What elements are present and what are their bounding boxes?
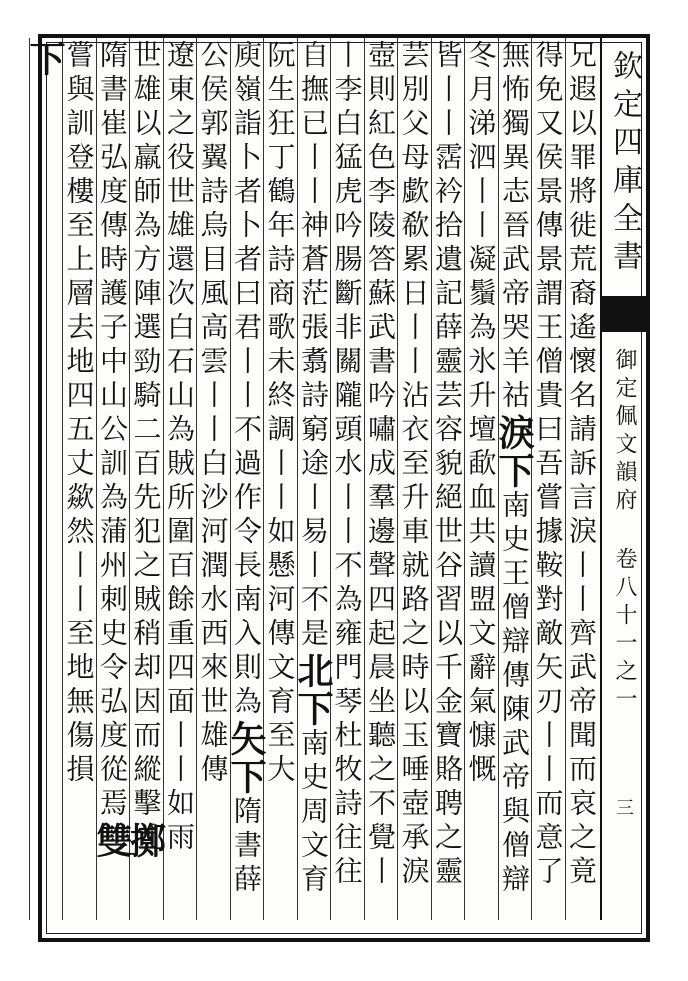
section-title: 御定佩文韻府 卷八十一之一 [612, 348, 637, 715]
column-rule [464, 38, 465, 920]
column-text: 得免又侯景傳景謂王僧貴曰吾嘗據鞍對敵矢刃丨丨而意了 [531, 40, 565, 890]
margin-strip [600, 38, 646, 920]
text-column [464, 40, 498, 920]
column-text: 遼東之役世雄還次白石山為賊所圍百餘重四面丨丨如雨 [163, 40, 196, 856]
text-column [124, 40, 167, 920]
text-column [263, 40, 297, 920]
column-text: 芸別父母歔欷累日丨丨沾衣至升車就路之時以玉唾壺承淚 [397, 40, 431, 890]
column-rule [397, 38, 398, 920]
text-column [24, 40, 66, 920]
column-text: 世雄傳 [196, 686, 230, 788]
text-column [196, 40, 230, 920]
text-column [431, 40, 465, 920]
text-column [397, 40, 431, 920]
column-text: 無怖獨異志晉武帝哭羊祜 [498, 40, 531, 414]
column-text: 皆丨丨霑衿拾遺記薛靈芸容貌絕世谷習以千金寶賂聘之靈 [431, 40, 464, 890]
text-column [163, 40, 197, 920]
column-text: 隋書薛 [230, 796, 263, 898]
book-title: 欽定四庫全書 [607, 50, 642, 278]
column-text: 嘗與訓登樓至上層去地四五丈歘然丨丨至地無傷損 [62, 40, 96, 788]
text-column [62, 40, 96, 920]
column-text: 傳文育至大 [263, 618, 297, 788]
column-text: 壺則紅色李陵答蘇武書吟嘯成羣邊聲四起晨坐聽之不覺丨 [364, 40, 397, 890]
column-rule [330, 38, 331, 920]
column-rule [196, 38, 197, 920]
column-rule [62, 38, 63, 920]
column-rule [230, 38, 231, 920]
column-rule [565, 38, 566, 920]
headword: 雙 [91, 822, 133, 860]
headword: 擲 [124, 822, 167, 860]
text-column [531, 40, 565, 920]
column-rule [29, 38, 30, 920]
text-column [493, 40, 535, 920]
column-text: 庾嶺詣卜者卜者曰君丨丨不過作令長南入則為 [230, 40, 263, 720]
headword: 淚下 [493, 414, 535, 490]
column-text: 南史王僧辯傳陳武帝與僧辯 [498, 490, 531, 898]
fishtail-mark [602, 296, 646, 332]
column-rule [96, 38, 97, 920]
column-rule [431, 38, 432, 920]
column-text: 南史周文育 [297, 728, 330, 898]
column-text: 升壇歃血共讀盟文辭氣慷慨 [464, 380, 498, 788]
column-text: 世雄以羸師為方陣選勁騎二百先犯之賊稍却因而縱擊 [129, 40, 163, 822]
text-column [91, 40, 133, 920]
headword: 下 [24, 40, 66, 78]
column-text: 阮生狂丁鶴年詩商歌未終調丨丨如懸河 [263, 40, 297, 618]
column-rule [297, 38, 298, 920]
column-rule [129, 38, 130, 920]
text-column [225, 40, 267, 920]
column-text: 自撫已丨丨神蒼茫張翥詩窮途丨易丨不是 [297, 40, 330, 652]
headword: 北下 [292, 652, 334, 728]
text-column [330, 40, 364, 920]
text-column [364, 40, 398, 920]
column-text: 公侯郭翼詩烏目風高雲丨丨白沙河潤水西來 [196, 40, 230, 686]
headword: 矢下 [225, 720, 267, 796]
column-text: 冬月涕泗丨丨凝鬚為氷 [464, 40, 498, 380]
column-text: 隋書崔弘度傳時護子中山公訓為蒲州刺史令弘度從焉 [96, 40, 129, 822]
column-text: 兄遐以罪將徙荒裔遙懷名請訴言淚丨丨齊武帝聞而哀之竟 [565, 40, 598, 890]
page-number: 三 [613, 798, 634, 816]
text-column [565, 40, 599, 920]
column-rule [498, 38, 499, 920]
text-column [292, 40, 334, 920]
column-rule [364, 38, 365, 920]
column-text: 丨李白猛虎吟腸斷非關隴頭水丨丨不為雍門琴杜牧詩往往 [330, 40, 364, 890]
